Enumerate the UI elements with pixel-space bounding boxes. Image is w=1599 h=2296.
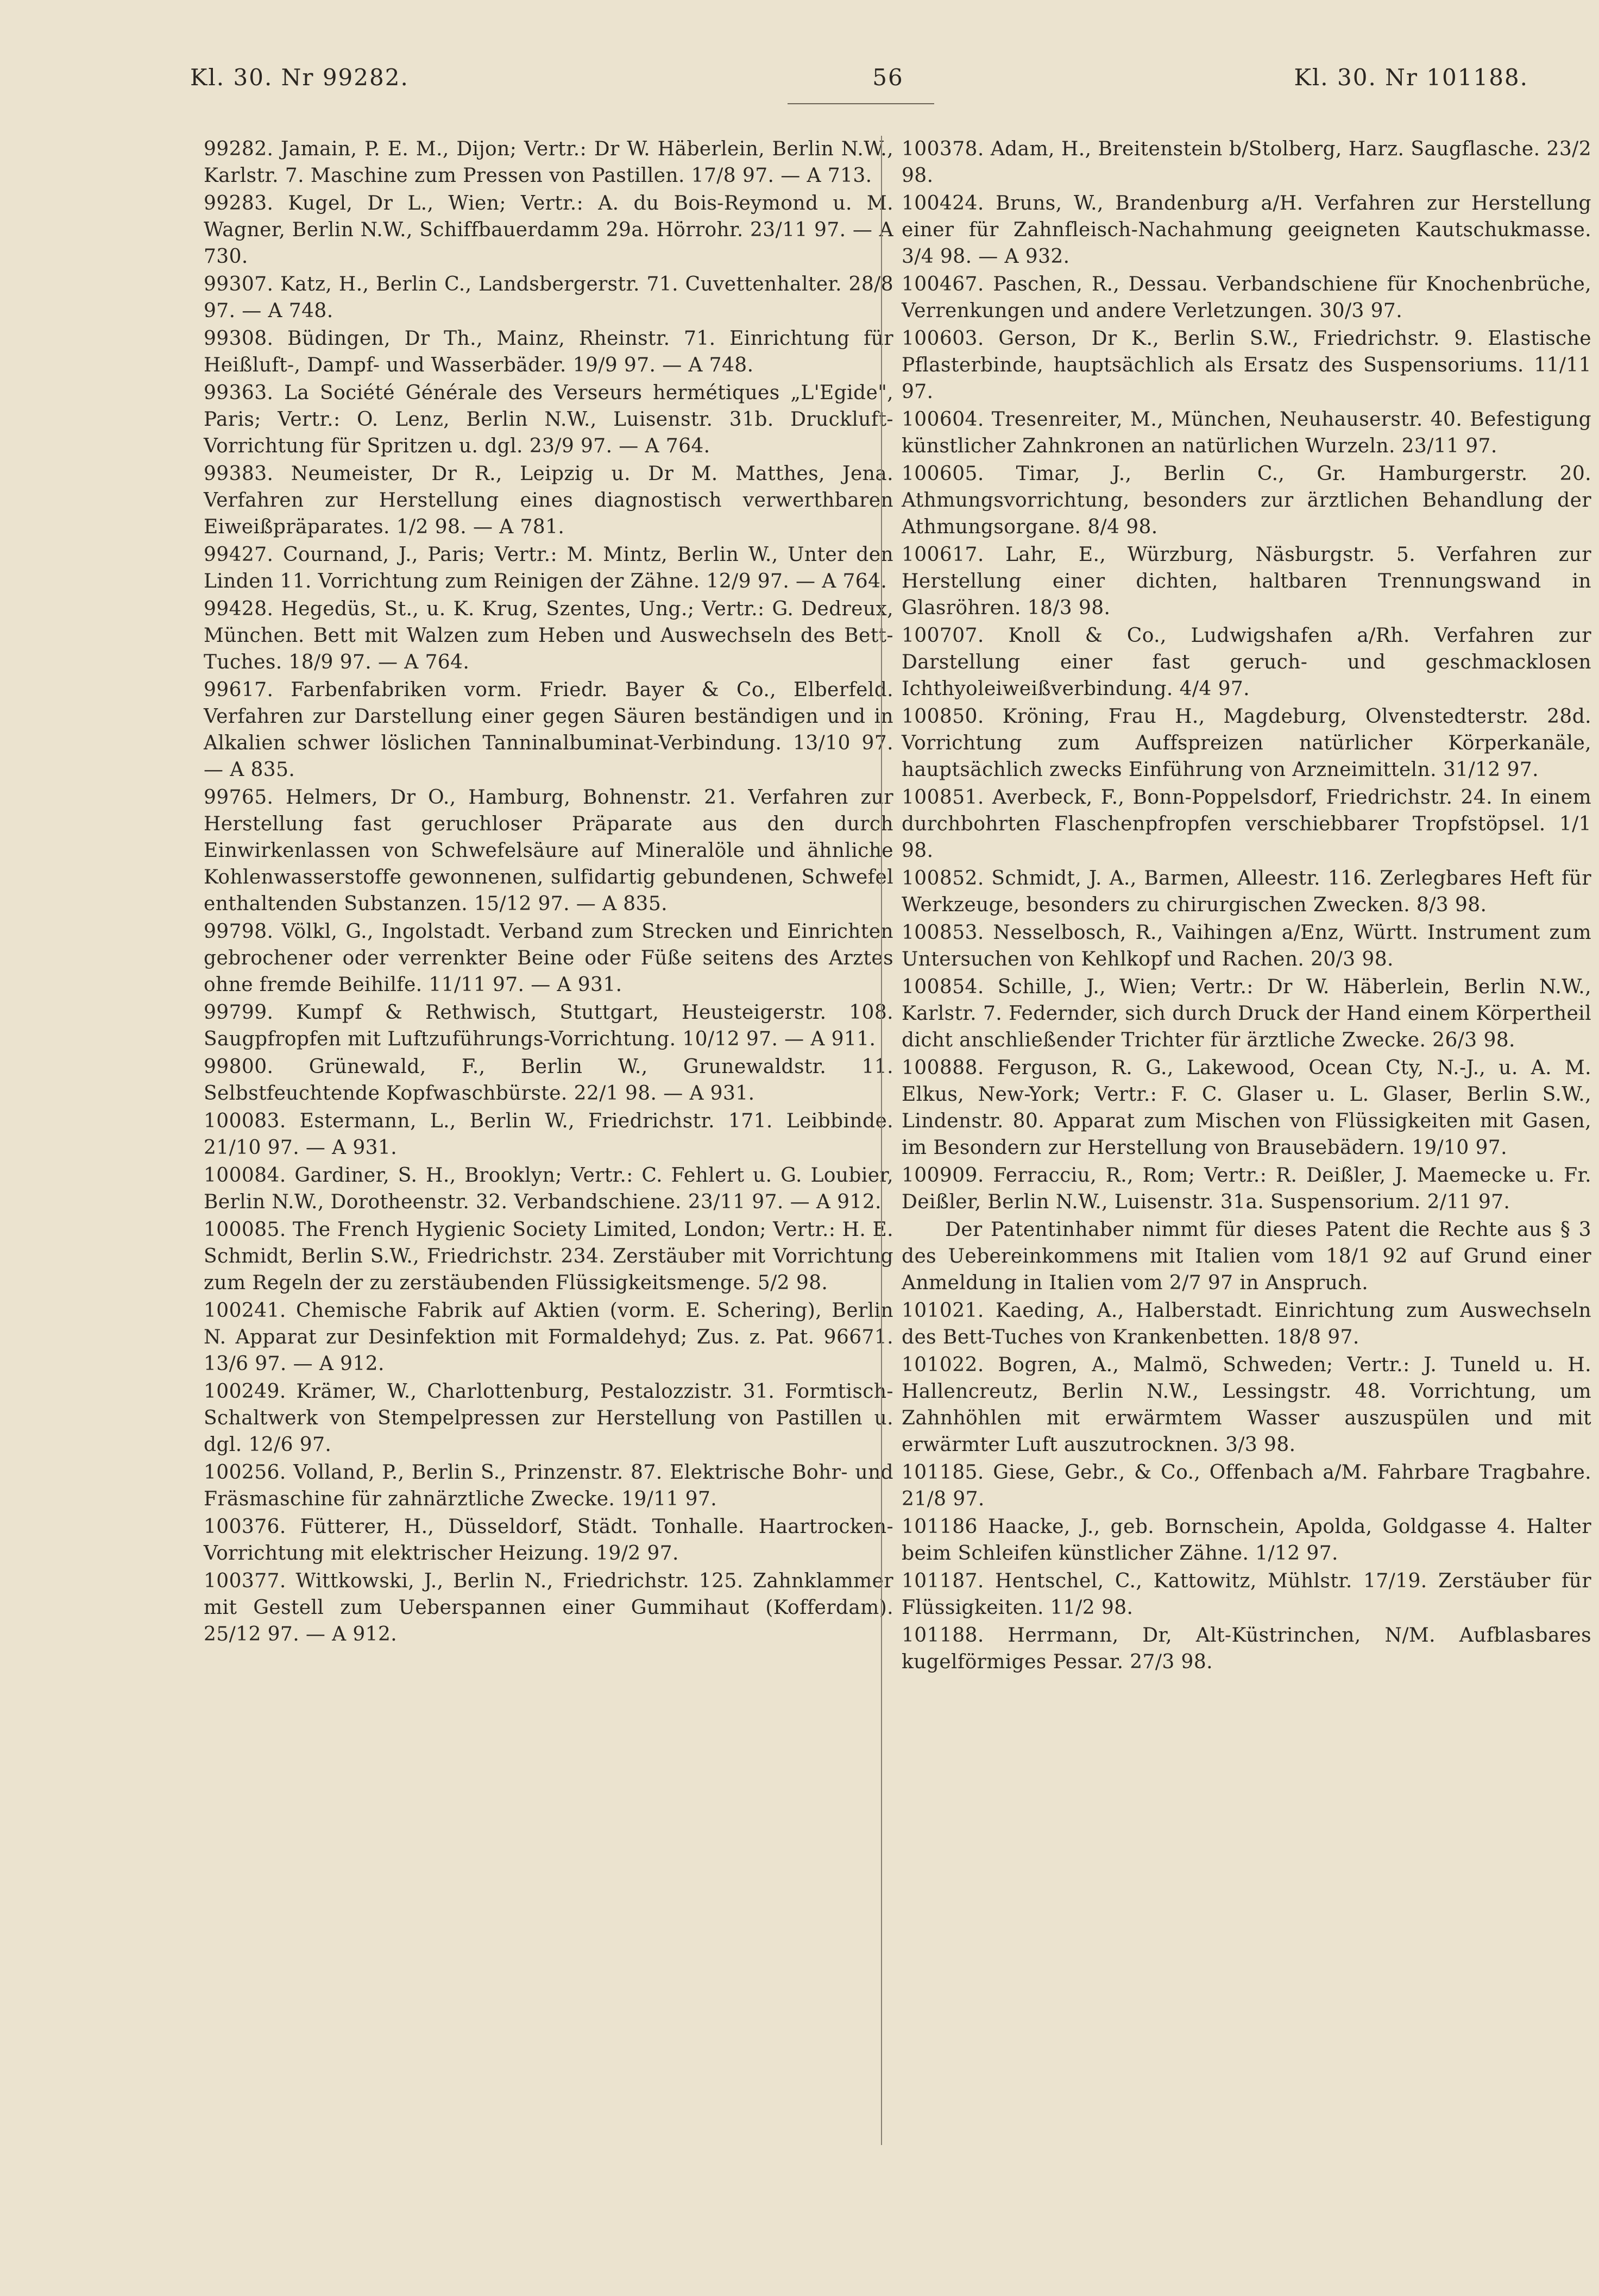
patent-number: 101188. [902,1624,984,1647]
patent-entry [204,918,893,998]
patent-text: La Société Générale des Verseurs hermétiques „L'Egide", Paris; Vertr.: O. Lenz, Berlin N.W., Luisenstr. 31b. Druckluft-Vorrichtung für Spritzen u. dgl. 23/9 97. — A 764. [204,382,893,457]
patent-entry [204,677,893,783]
patent-number: 99800. [204,1056,274,1078]
patent-text: Tresenreiter, M., München, Neuhauserstr. 40. Befestigung künstlicher Zahnkronen an natürlichen Wurzeln. 23/11 97. [902,408,1592,457]
patent-number: 100424. [902,192,984,215]
patent-text: Knoll & Co., Ludwigshafen a/Rh. Verfahren zur Darstellung einer fast geruch- und geschmacklosen Ichthyoleiweißverbindung. 4/4 97. [902,625,1591,700]
patent-number: 99383. [204,463,274,485]
patent-text: Ferracciu, R., Rom; Vertr.: R. Deißler, J. Maemecke u. Fr. Deißler, Berlin N.W., Luisenstr. 31a. Suspensorium. 2/11 97. [902,1164,1591,1213]
right-entries-group-2 [902,1297,1591,1675]
left-column [204,136,893,1649]
patent-text: Nesselbosch, R., Vaihingen a/Enz, Württ. Instrument zum Untersuchen von Kehlkopf und Rachen. 20/3 98. [902,922,1591,970]
page-number: 56 [872,64,904,91]
patent-entry [204,380,893,459]
patent-text: Adam, H., Breitenstein b/Stolberg, Harz. Saugflasche. 23/2 98. [902,138,1592,187]
patent-entry [204,1108,893,1161]
patent-number: 101022. [902,1354,984,1376]
patent-number: 100605. [902,463,984,485]
patent-text: Schmidt, J. A., Barmen, Alleestr. 116. Zerlegbares Heft für Werkzeuge, besonders zu chirurgischen Zwecken. 8/3 98. [902,867,1592,916]
patent-number: 100256. [204,1461,286,1484]
patent-number: 100604. [902,408,984,431]
patent-entry [902,190,1591,270]
patent-entry [902,1568,1591,1621]
patent-text: Schille, J., Wien; Vertr.: Dr W. Häberlein, Berlin N.W., Karlstr. 7. Federnder, sich durch Druck der Hand einem Körpertheil dicht anschließender Trichter für ärztliche Zwecke. 26/3 98. [902,976,1591,1051]
patent-entry [204,1216,893,1296]
patent-entry [902,1622,1591,1675]
patent-number: 100084. [204,1164,286,1187]
header-right: Kl. 30. Nr 101188. [1294,64,1528,91]
patent-number: 100083. [204,1110,286,1132]
patent-entry [204,325,893,379]
patent-entry [204,999,893,1052]
patent-number: 100853. [902,922,984,944]
patent-entry [902,1459,1591,1512]
patent-entry [204,784,893,917]
patent-entry [204,190,893,270]
patent-number: 99765. [204,786,274,809]
patent-text: Hegedüs, St., u. K. Krug, Szentes, Ung.; Vertr.: G. Dedreux, München. Bett mit Walzen zum Heben und Auswechseln des Bett-Tuches. 18/9 97. — A 764. [204,598,894,673]
patent-text: Paschen, R., Dessau. Verbandschiene für Knochenbrüche, Verrenkungen und andere Verletzungen. 30/3 97. [902,273,1592,322]
patent-entry [204,271,893,324]
patent-text: Völkl, G., Ingolstadt. Verband zum Strecken und Einrichten gebrochener oder verrenkter Beine oder Füße seitens des Arztes ohne fremde Beihilfe. 11/11 97. — A 931. [204,920,893,996]
patent-entry [204,136,893,189]
patent-text: Timar, J., Berlin C., Gr. Hamburgerstr. 20. Athmungsvorrichtung, besonders zur ärztlichen Behandlung der Athmungsorgane. 8/4 98. [902,463,1592,538]
patent-number: 101185. [902,1461,984,1484]
patent-entry [902,974,1591,1054]
patent-number: 100378. [902,138,984,160]
patent-number: 99617. [204,679,274,701]
patent-entry [902,1297,1591,1351]
patent-number: 101021. [902,1300,984,1322]
patent-entry [902,1513,1591,1567]
patent-text: Hentschel, C., Kattowitz, Mühlstr. 17/19. Zerstäuber für Flüssigkeiten. 11/2 98. [902,1570,1591,1619]
patent-entry [902,1162,1591,1215]
patent-entry [204,596,893,676]
column-divider [881,136,882,2145]
patent-entry [902,919,1591,973]
patent-number: 99798. [204,920,274,943]
patent-entry [902,406,1591,459]
header-rule [788,103,934,104]
patent-number: 100850. [902,705,984,728]
patent-text: Bruns, W., Brandenburg a/H. Verfahren zur Herstellung einer für Zahnfleisch-Nachahmung geeigneten Kautschukmasse. 3/4 98. — A 932. [902,192,1591,268]
patent-number: 100888. [902,1057,984,1079]
patent-entry [204,1297,893,1377]
patent-number: 100852. [902,867,984,890]
patent-number: 99799. [204,1001,274,1024]
patent-entry [204,1378,893,1458]
patent-number: 100249. [204,1380,286,1403]
patent-entry [902,541,1591,621]
patent-text: Büdingen, Dr Th., Mainz, Rheinstr. 71. Einrichtung für Heißluft-, Dampf- und Wasserbäder. 19/9 97. — A 748. [204,327,894,376]
patent-text: Grünewald, F., Berlin W., Grunewaldstr. 11. Selbstfeuchtende Kopfwaschbürste. 22/1 98. — A 931. [204,1056,894,1105]
patent-entry [902,703,1591,783]
patent-text: Bogren, A., Malmö, Schweden; Vertr.: J. Tuneld u. H. Hallencreutz, Berlin N.W., Lessingstr. 48. Vorrichtung, um Zahnhöhlen mit erwärmtem Wasser auszuspülen und mit erwärmter Luft auszutrocknen. 3/3 98. [902,1354,1592,1456]
patent-text: Averbeck, F., Bonn-Poppelsdorf, Friedrichstr. 24. In einem durchbohrten Flaschenpfropfen verschiebbarer Tropfstöpsel. 1/1 98. [902,786,1592,862]
patent-number: 100467. [902,273,984,295]
patent-entry [902,865,1591,918]
patent-entry [902,325,1591,405]
patent-text: Farbenfabriken vorm. Friedr. Bayer & Co., Elberfeld. Verfahren zur Darstellung einer gegen Säuren beständigen und in Alkalien schwer löslichen Tanninalbuminat-Verbindung. 13/10 97. — A 835. [204,679,894,781]
patent-text: Jamain, P. E. M., Dijon; Vertr.: Dr W. Häberlein, Berlin N.W., Karlstr. 7. Maschine zum Pressen von Pastillen. 17/8 97. — A 713. [204,138,893,187]
patent-number: 99307. [204,273,274,295]
patent-text: Chemische Fabrik auf Aktien (vorm. E. Schering), Berlin N. Apparat zur Desinfektion mit Formaldehyd; Zus. z. Pat. 96671. 13/6 97. — A 912. [204,1300,893,1375]
patent-text: Kumpf & Rethwisch, Stuttgart, Heusteigerstr. 108. Saugpfropfen mit Luftzuführungs-Vorrichtung. 10/12 97. — A 911. [204,1001,894,1050]
patent-number: 100085. [204,1219,286,1241]
page-header [190,64,1528,102]
patent-entry [902,136,1591,189]
patent-number: 100617. [902,544,984,566]
patent-entry [204,1054,893,1107]
patent-text: Krämer, W., Charlottenburg, Pestalozzistr. 31. Formtisch-Schaltwerk von Stempelpressen zur Herstellung von Pastillen u. dgl. 12/6 97. [204,1380,893,1456]
patent-entry [204,461,893,540]
patent-text: Giese, Gebr., & Co., Offenbach a/M. Fahrbare Tragbahre. 21/8 97. [902,1461,1591,1510]
header-left: Kl. 30. Nr 99282. [190,64,409,91]
patent-number: 100603. [902,327,984,350]
patent-number: 100851. [902,786,984,809]
patent-entry [902,622,1591,702]
patent-text: Fütterer, H., Düsseldorf, Städt. Tonhalle. Haartrocken-Vorrichtung mit elektrischer Heizung. 19/2 97. [204,1516,894,1565]
patent-text: Cournand, J., Paris; Vertr.: M. Mintz, Berlin W., Unter den Linden 11. Vorrichtung zum Reinigen der Zähne. 12/9 97. — A 764. [204,544,893,592]
patent-text: Kaeding, A., Halberstadt. Einrichtung zum Auswechseln des Bett-Tuches von Krankenbetten. 18/8 97. [902,1300,1591,1348]
patent-text: Neumeister, Dr R., Leipzig u. Dr M. Matthes, Jena. Verfahren zur Herstellung eines diagnostisch verwerthbaren Eiweißpräparates. 1/2 98. — A 781. [204,463,893,538]
patent-number: 99282. [204,138,274,160]
patent-text: Kröning, Frau H., Magdeburg, Olvenstedterstr. 28d. Vorrichtung zum Auffspreizen natürlicher Körperkanäle, hauptsächlich zwecks Einführung von Arzneimitteln. 31/12 97. [902,705,1591,781]
patent-entry [902,271,1591,324]
patent-entry [204,1162,893,1215]
patent-number: 100376. [204,1516,286,1538]
patent-text: Katz, H., Berlin C., Landsbergerstr. 71. Cuvettenhalter. 28/8 97. — A 748. [204,273,894,322]
patent-entry [204,541,893,595]
patent-entry [204,1568,893,1648]
patent-entry [902,461,1591,540]
patent-note: Der Patentinhaber nimmt für dieses Patent die Rechte aus § 3 des Uebereinkommens mit Italien vom 18/1 92 auf Grund einer Anmeldung in Italien vom 2/7 97 in Anspruch. [902,1219,1591,1294]
patent-number: 100707. [902,625,984,647]
patent-number: 99283. [204,192,274,215]
patent-number: 100854. [902,976,984,998]
patent-entry [204,1513,893,1567]
patent-number: 99308. [204,327,274,350]
patent-number: 100241. [204,1300,286,1322]
patent-number: 99428. [204,598,274,620]
patent-text: Ferguson, R. G., Lakewood, Ocean Cty, N.-J., u. A. M. Elkus, New-York; Vertr.: F. C. Glaser u. L. Glaser, Berlin S.W., Lindenstr. 80. Apparat zum Mischen von Flüssigkeiten mit Gasen, im Besondern zur Herstellung von Brausebädern. 19/10 97. [902,1057,1591,1159]
patent-text: Kugel, Dr L., Wien; Vertr.: A. du Bois-Reymond u. M. Wagner, Berlin N.W., Schiffbauerdamm 29a. Hörrohr. 23/11 97. — A 730. [204,192,893,268]
patent-number: 99363. [204,382,274,404]
patent-text: Gardiner, S. H., Brooklyn; Vertr.: C. Fehlert u. G. Loubier, Berlin N.W., Dorotheenstr. 32. Verbandschiene. 23/11 97. — A 912. [204,1164,894,1213]
patent-text: Haacke, J., geb. Bornschein, Apolda, Goldgasse 4. Halter beim Schleifen künstlicher Zähne. 1/12 97. [902,1516,1591,1565]
patent-text: The French Hygienic Society Limited, London; Vertr.: H. E. Schmidt, Berlin S.W., Friedrichstr. 234. Zerstäuber mit Vorrichtung zum Regeln der zu zerstäubenden Flüssigkeitsmenge. 5/2 98. [204,1219,894,1294]
patent-number: 99427. [204,544,274,566]
patent-entry [902,1352,1591,1458]
patent-text: Herrmann, Dr, Alt-Küstrinchen, N/M. Aufblasbares kugelförmiges Pessar. 27/3 98. [902,1624,1592,1673]
patent-text: Helmers, Dr O., Hamburg, Bohnenstr. 21. Verfahren zur Herstellung fast geruchloser Präparate aus den durch Einwirkenlassen von Schwefelsäure auf Mineralöle und ähnliche Kohlenwasserstoffe gewonnenen, sulfidartig gebundenen, Schwefel enthaltenden Substanzen. 15/12 97. — A 835. [204,786,894,915]
patent-number: 100909. [902,1164,984,1187]
patent-entry [902,1055,1591,1161]
patent-text: Gerson, Dr K., Berlin S.W., Friedrichstr. 9. Elastische Pflasterbinde, hauptsächlich als Ersatz des Suspensoriums. 11/11 97. [902,327,1591,403]
patent-entry [902,784,1591,864]
patent-text: Estermann, L., Berlin W., Friedrichstr. 171. Leibbinde. 21/10 97. — A 931. [204,1110,893,1159]
patent-entry [204,1459,893,1512]
patent-text: Wittkowski, J., Berlin N., Friedrichstr. 125. Zahnklammer mit Gestell zum Ueberspannen einer Gummihaut (Kofferdam). 25/12 97. — A 912. [204,1570,893,1645]
patent-number: 100377. [204,1570,286,1592]
right-column [902,136,1591,1676]
patent-text: Volland, P., Berlin S., Prinzenstr. 87. Elektrische Bohr- und Fräsmaschine für zahnärztliche Zwecke. 19/11 97. [204,1461,894,1510]
patent-text: Lahr, E., Würzburg, Näsburgstr. 5. Verfahren zur Herstellung einer dichten, haltbaren Trennungswand in Glasröhren. 18/3 98. [902,544,1591,619]
patent-number: 101187. [902,1570,984,1592]
right-entries-group [902,136,1591,1215]
patent-number: 101186 [902,1516,978,1538]
